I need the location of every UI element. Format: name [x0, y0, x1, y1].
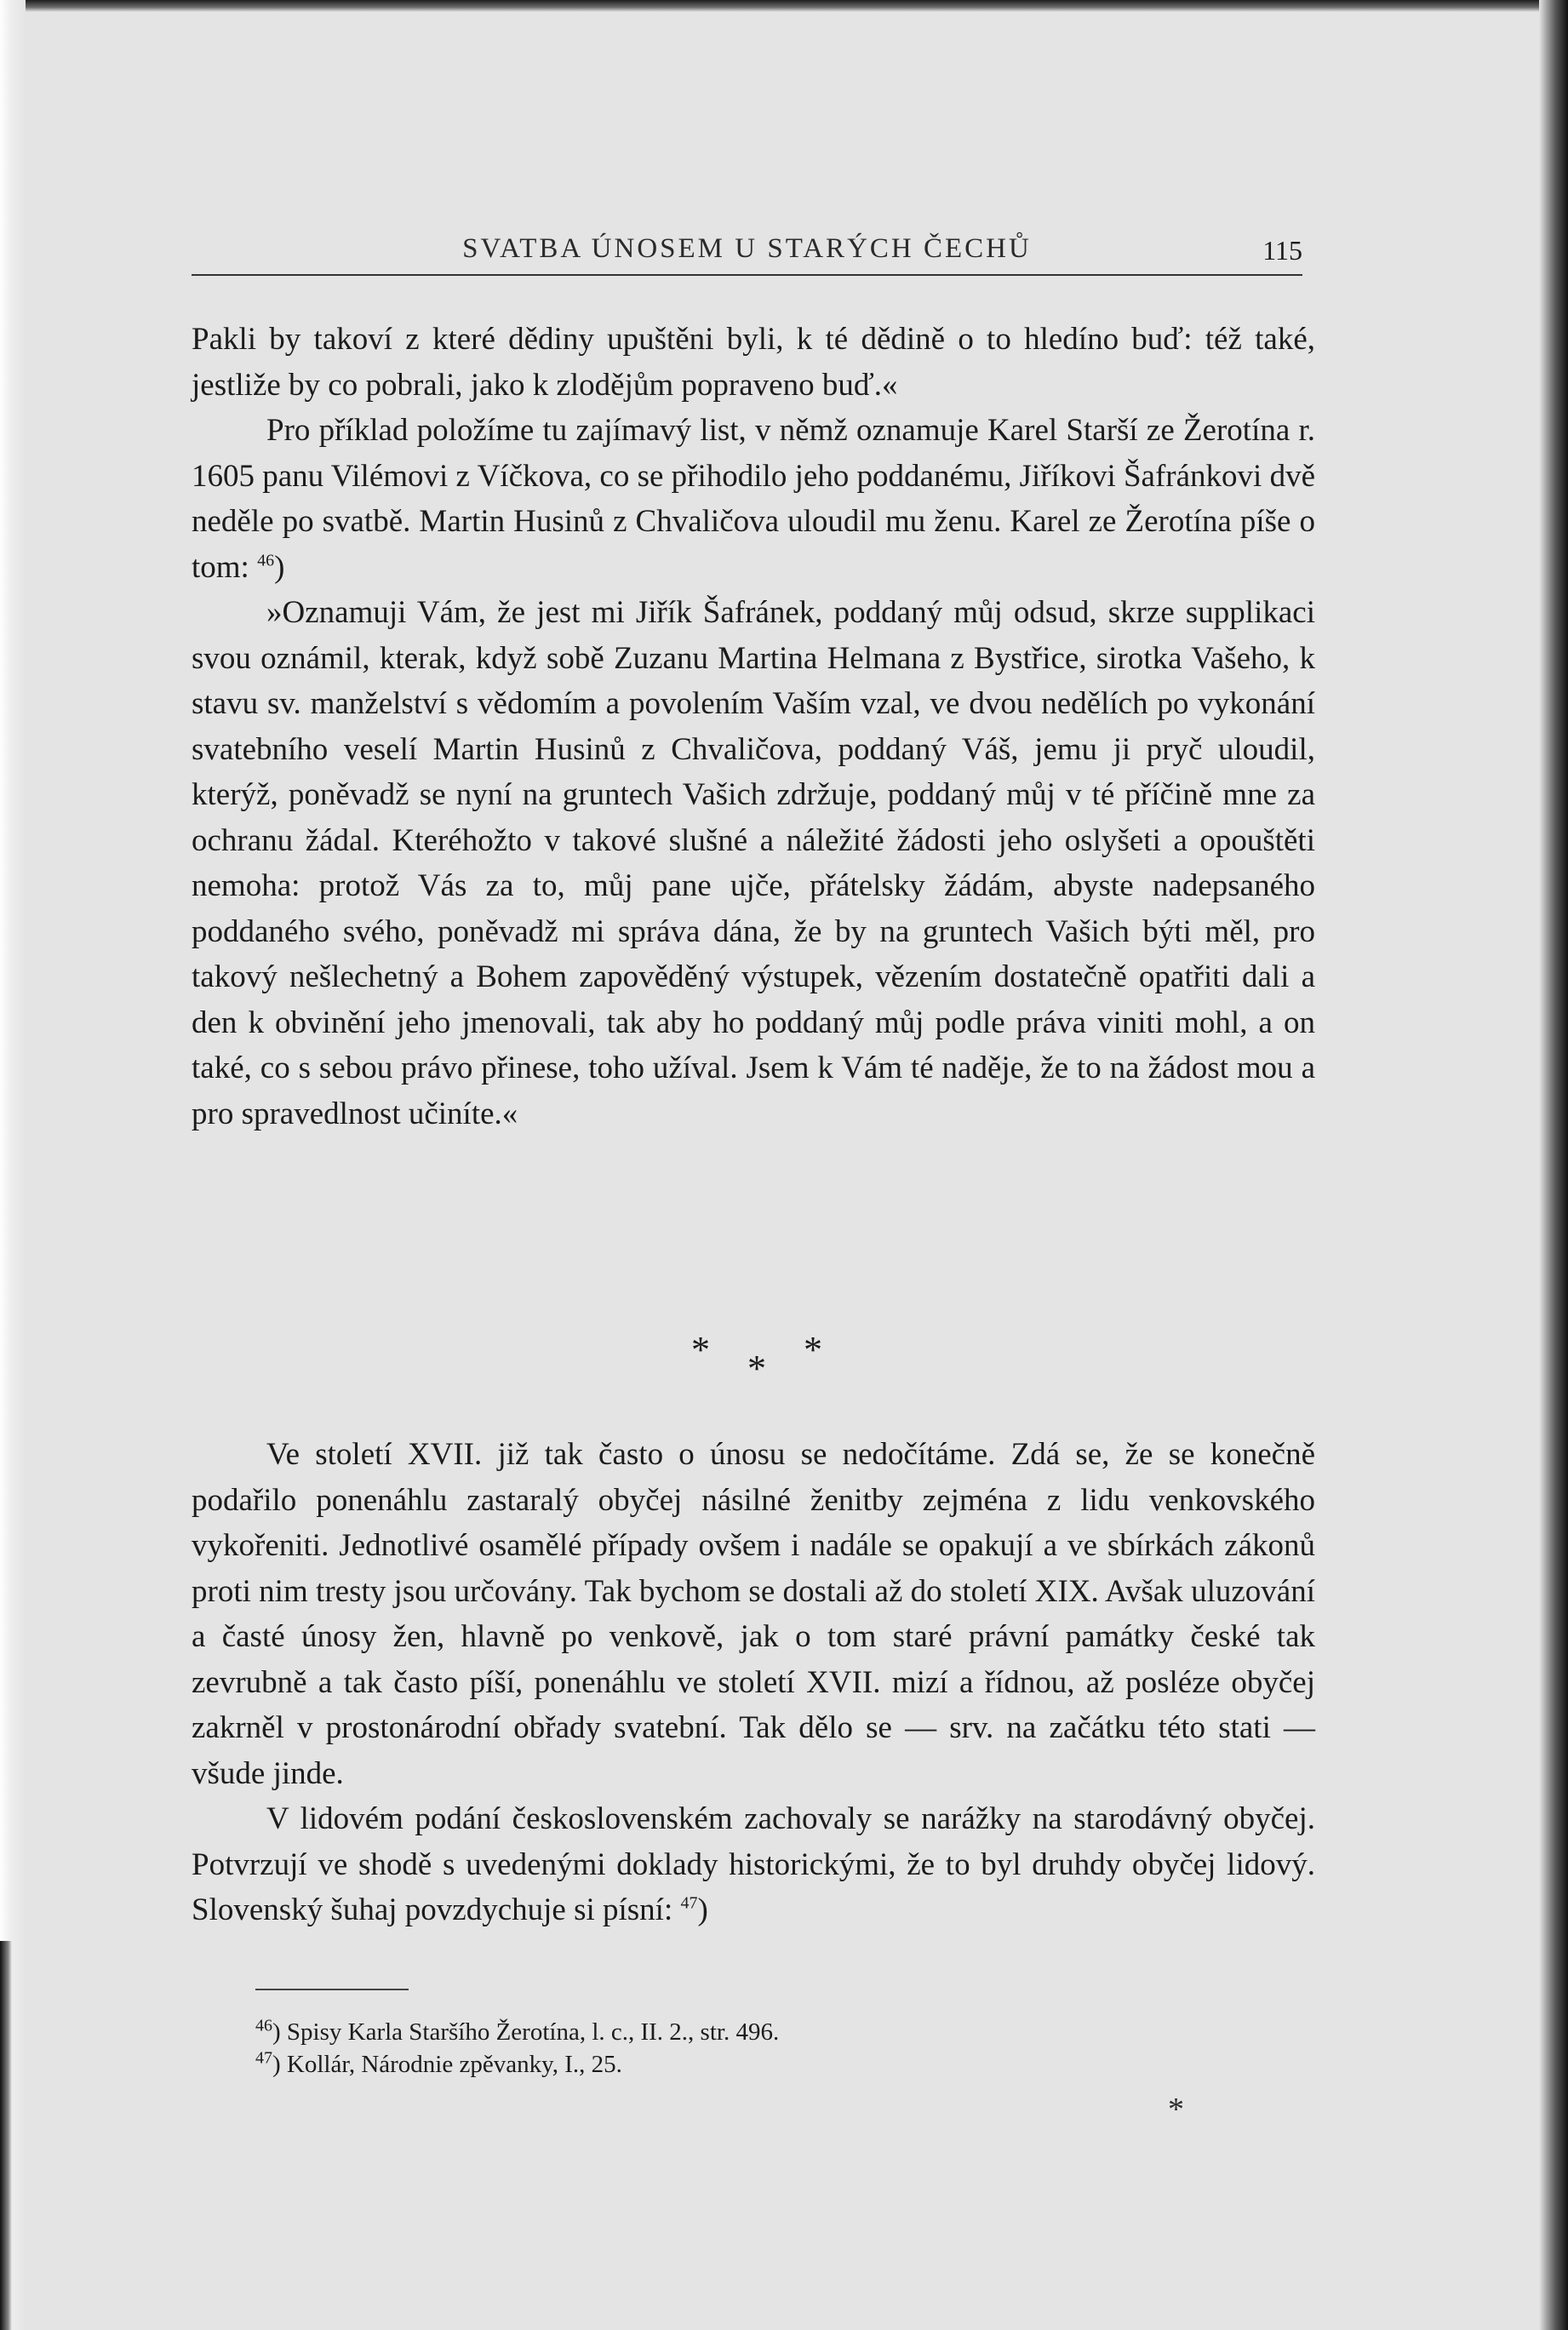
stray-asterisk-mark: * — [1168, 2092, 1184, 2127]
footnote-ref-46: 46 — [257, 551, 275, 570]
paragraph-5-tail: ) — [697, 1892, 708, 1927]
body-text-section-2 — [192, 1432, 1315, 1933]
paragraph-5 — [192, 1796, 1315, 1933]
asterism-divider — [596, 1328, 822, 1405]
paragraph-2 — [192, 408, 1315, 590]
footnote-rule — [255, 1989, 409, 1990]
footnote-text: ) Spisy Karla Staršího Žerotína, l. c., II. 2., str. 496. — [272, 2018, 780, 2046]
scan-edge-right — [1539, 0, 1568, 2330]
running-title: SVATBA ÚNOSEM U STARÝCH ČECHŮ — [462, 233, 1032, 264]
footnotes — [255, 2016, 1107, 2081]
paragraph-2-tail: ) — [274, 549, 285, 585]
footnote-number: 46 — [255, 2016, 272, 2035]
asterisk: * — [691, 1329, 710, 1371]
page-header — [192, 225, 1302, 276]
paragraph-5-text: V lidovém podání československém zachovaly se narážky na starodávný obyčej. Potvrzují ve shodě s uvedenými doklady historickými, že to byl druhdy obyčej lidový. Slovenský šuhaj povzdychuje si písní: — [192, 1801, 1315, 1927]
scan-edge-top — [0, 0, 1568, 12]
paragraph-2-text: Pro příklad položíme tu zajímavý list, v němž oznamuje Karel Starší ze Žerotína r. 1605 panu Vilémovi z Víčkova, co se přihodilo jeho poddanému, Jiříkovi Šafránkovi dvě neděle po svatbě. Martin Husinů z Chvaličova uloudil mu ženu. Karel ze Žerotína píše o tom: — [192, 413, 1315, 585]
scan-edge-left-shadow — [0, 1941, 12, 2330]
asterisk: * — [804, 1329, 822, 1371]
paragraph-4: Ve století XVII. již tak často o únosu se nedočítáme. Zdá se, že se konečně podařilo ponenáhlu zastaralý obyčej násilné ženitby zejména z lidu venkovského vykořeniti. Jednotlivé osamělé případy ovšem i nadále se opakují a ve sbírkách zákonů proti nim tresty jsou určovány. Tak bychom se dostali až do století XIX. Avšak uluzování a časté únosy žen, hlavně po venkově, jak o tom staré právní památky české tak zevrubně a tak často píší, ponenáhlu ve století XVII. mizí a řídnou, až posléze obyčej zakrněl v prostonárodní obřady svatební. Tak dělo se — srv. na začátku této stati — všude jinde. — [192, 1437, 1315, 1791]
page-number: 115 — [1262, 235, 1302, 266]
footnote-46 — [255, 2016, 1107, 2048]
body-text-section-1 — [192, 317, 1315, 1136]
footnote-text: ) Kollár, Národnie zpěvanky, I., 25. — [272, 2051, 622, 2078]
footnote-number: 47 — [255, 2048, 272, 2068]
footnote-ref-47: 47 — [680, 1893, 698, 1913]
paragraph-3-letter: »Oznamuji Vám, že jest mi Jiřík Šafránek, poddaný můj odsud, skrze supplikaci svou oznámil, kterak, když sobě Zuzanu Martina Helmana z Bystřice, sirotka Vašeho, k stavu sv. manželství s vědomím a povolením Vaším vzal, ve dvou nedělích po vykonání svatebního veselí Martin Husinů z Chvaličova, poddaný Váš, jemu ji pryč uloudil, kterýž, poněvadž se nyní na gruntech Vašich zdržuje, poddaný můj v té příčině mne za ochranu žádal. Kteréhožto v takové slušné a náležité žádosti jeho oslyšeti a opouštěti nemoha: protož Vás za to, můj pane ujče, přátelsky žádám, abyste nadepsaného poddaného svého, poněvadž mi správa dána, že by na gruntech Vašich býti měl, pro takový nešlechetný a Bohem zapověděný výstupek, vězením dostatečně opatřiti dali a den k obvinění jeho jmenovali, tak aby ho poddaný můj podle práva viniti mohl, a on také, co s sebou právo přinese, toho užíval. Jsem k Vám té naděje, že to na žádost mou a pro spravedlnost učiníte.« — [192, 595, 1315, 1131]
paragraph-1: Pakli by takoví z které dědiny upuštěni byli, k té dědině o to hledíno buď: též také, jestliže by co pobrali, jako k zlodějům popraveno buď.« — [192, 322, 1315, 403]
asterisk: * — [747, 1348, 766, 1389]
footnote-47 — [255, 2048, 1107, 2081]
